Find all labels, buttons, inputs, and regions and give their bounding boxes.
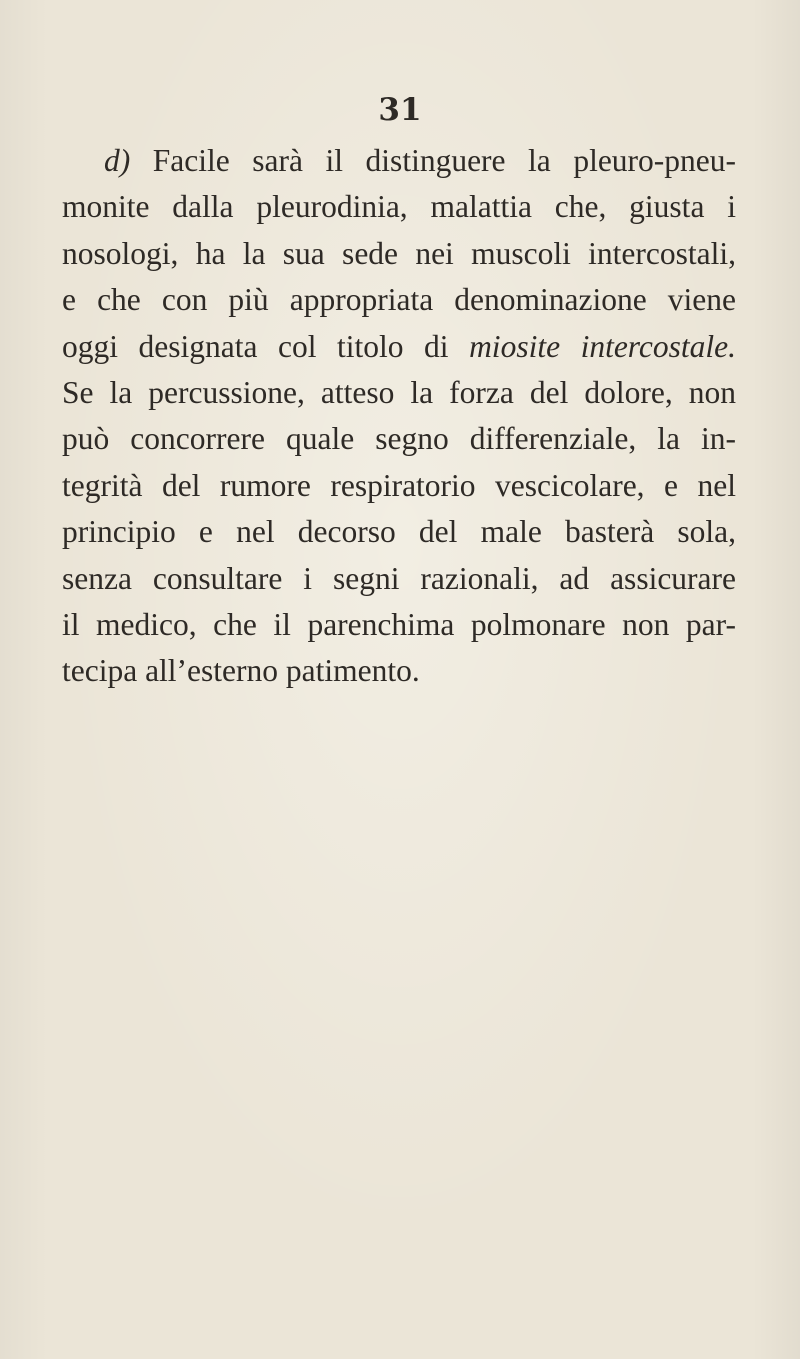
text-line: monite dalla pleurodinia, malattia che, giusta i — [62, 189, 736, 225]
text-line: senza consultare i segni razionali, ad assicurare — [62, 560, 736, 596]
text-line: tecipa all’esterno patimento. — [62, 653, 420, 689]
text-line: d) Facile sarà il distinguere la pleuro-pneu- — [104, 143, 736, 178]
text-line: Se la percussione, atteso la forza del dolore, non — [62, 375, 736, 411]
text-line: nosologi, ha la sua sede nei muscoli intercostali, — [62, 235, 736, 271]
text-line: oggi designata col titolo di miosite intercostale. — [62, 328, 737, 364]
text-line: tegrità del rumore respiratorio vescicolare, e nel — [62, 467, 736, 503]
page-number: 31 — [378, 92, 422, 128]
text-line: può concorrere quale segno differenziale, la in- — [62, 421, 736, 457]
text-line: il medico, che il parenchima polmonare non par- — [62, 607, 736, 643]
text-line: e che con più appropriata denominazione viene — [62, 282, 736, 318]
italic-term: miosite intercostale. — [469, 328, 737, 364]
paragraph — [62, 138, 736, 695]
text-line: principio e nel decorso del male basterà sola, — [62, 514, 736, 550]
list-marker: d) — [104, 143, 153, 178]
